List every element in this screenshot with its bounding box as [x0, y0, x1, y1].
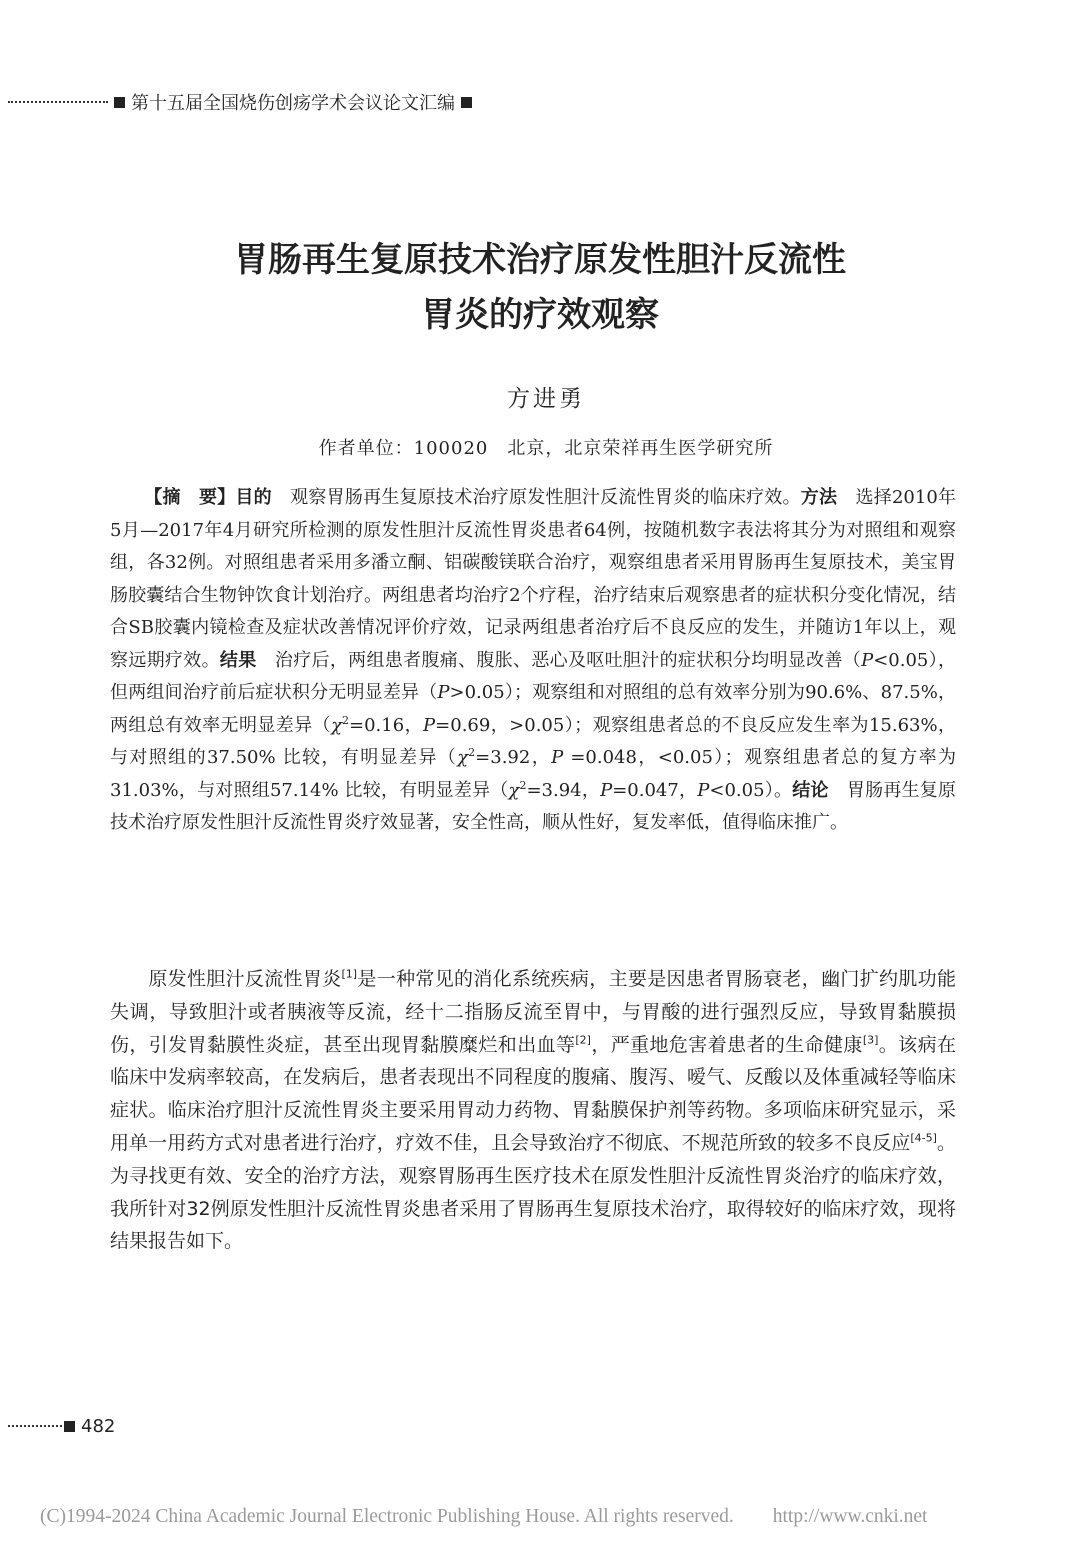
body-text: 是一种常见的消化系统疾病，主要是因患者胃肠衰老，幽门扩约肌功能失调，导致胆汁或者胰液等反流，经十二指肠反流至胃中，与胃酸的进行强烈反应，导致胃黏膜损伤，引发胃黏膜性炎症，甚至出现胃黏膜糜烂和出血等 [110, 968, 956, 1056]
citation-ref: [1] [341, 967, 358, 981]
header-square-icon-end [461, 97, 472, 108]
results-text: =3.92， [475, 747, 552, 768]
title-line-1: 胃肠再生复原技术治疗原发性胆汁反流性 [234, 240, 846, 280]
results-text: 治疗后，两组患者腹痛、腹胀、恶心及呕吐胆汁的症状积分均明显改善（ [256, 649, 862, 671]
running-title: 第十五届全国烧伤创疡学术会议论文汇编 [131, 93, 455, 114]
title-line-2: 胃炎的疗效观察 [421, 295, 659, 335]
citation-ref: [2] [575, 1033, 591, 1047]
body-text: 原发性胆汁反流性胃炎 [148, 968, 342, 990]
footer-dotted-rule [8, 1425, 62, 1427]
body-paragraph [110, 963, 956, 1258]
superscript-2: 2 [342, 713, 350, 727]
article-title [90, 233, 990, 343]
conclusion-label: 结论 [792, 779, 829, 801]
abstract-label: 【摘 要】 [144, 487, 236, 508]
body-text: 。该病在临床中发病率较高，在发病后，患者表现出不同程度的腹痛、腹泻、嗳气、反酸以及体重减轻等临床症状。临床治疗胆汁反流性胃炎主要采用胃动力药物、胃黏膜保护剂等药物。多项临床研究显示，采用单一用药方式对患者进行治疗，疗效不佳，且会导致治疗不彻底、不规范所致的较多不良反应 [110, 1033, 956, 1154]
copyright-notice: (C)1994-2024 China Academic Journal Electronic Publishing House. All rights reserved. http://www.cnki.net [40, 1506, 928, 1527]
results-text: =0.047， [612, 779, 698, 801]
conclusion-text: 胃肠再生复原技术治疗原发性胆汁反流性胃炎疗效显著，安全性高，顺从性好，复发率低，值得临床推广。 [110, 779, 956, 833]
results-text: >0.05）；观察组和对照组的总有效率分别为90.6%、87.5%，两组总有效率无明显差异（ [110, 682, 956, 736]
header-square-icon [114, 97, 125, 108]
purpose-label: 目的 [235, 487, 272, 508]
chi-symbol: χ [457, 747, 469, 768]
abstract [110, 482, 956, 840]
header-dotted-rule [8, 101, 108, 103]
p-symbol: P [437, 682, 450, 703]
author-affiliation: 作者单位：100020 北京，北京荣祥再生医学研究所 [318, 438, 774, 459]
footer-square-icon [64, 1421, 75, 1432]
body-text: 。为寻找更有效、安全的治疗方法，观察胃肠再生医疗技术在原发性胆汁反流性胃炎治疗的临床疗效，我所针对32例原发性胆汁反流性胃炎患者采用了胃肠再生复原技术治疗，取得较好的临床疗效，现将结果报告如下。 [110, 1131, 956, 1253]
running-header [8, 90, 548, 114]
chi-symbol: χ [331, 714, 343, 736]
results-text: =3.94， [526, 779, 601, 801]
citation-ref: [3] [862, 1033, 879, 1047]
results-text: =0.048，<0.05）；观察组患者总的复方率为31.03%，与对照组57.14% 比较，有明显差异（ [110, 747, 956, 801]
chi-symbol: χ [508, 779, 520, 801]
citation-ref: [4-5] [910, 1131, 937, 1145]
p-symbol: P [551, 747, 564, 768]
superscript-2: 2 [519, 778, 527, 792]
p-symbol: P [423, 714, 436, 736]
p-symbol: P [861, 649, 874, 671]
page-footer [8, 1414, 115, 1438]
p-symbol: P [697, 779, 710, 801]
body-text: ，严重地危害着患者的生命健康 [590, 1033, 863, 1056]
results-text: =0.69，>0.05）；观察组患者总的不良反应发生率为15.63%，与对照组的37.50% 比较，有明显差异（ [110, 714, 957, 768]
results-text: <0.05），但两组间治疗前后症状积分无明显差异（ [110, 649, 957, 703]
superscript-2: 2 [468, 746, 476, 759]
p-symbol: P [600, 779, 613, 801]
methods-text: 选择2010年5月—2017年4月研究所检测的原发性胆汁反流性胃炎患者64例，按随机数字表法将其分为对照组和观察组，各32例。对照组患者采用多潘立酮、铝碳酸镁联合治疗，观察组患者采用胃肠再生复原技术，美宝胃肠胶囊结合生物钟饮食计划治疗。两组患者均治疗2个疗程，治疗结束后观察患者的症状积分变化情况，结合SB胶囊内镜检查及症状改善情况评价疗效，记录两组患者治疗后不良反应的发生，并随访1年以上，观察远期疗效。 [110, 487, 957, 671]
results-text: <0.05）。 [709, 779, 793, 801]
page-number: 482 [81, 1415, 116, 1437]
methods-label: 方法 [800, 487, 838, 508]
results-label: 结果 [219, 649, 257, 671]
results-text: =0.16， [349, 714, 424, 736]
author-name: 方进勇 [507, 386, 585, 412]
purpose-text: 观察胃肠再生复原技术治疗原发性胆汁反流性胃炎的临床疗效。 [271, 487, 801, 508]
